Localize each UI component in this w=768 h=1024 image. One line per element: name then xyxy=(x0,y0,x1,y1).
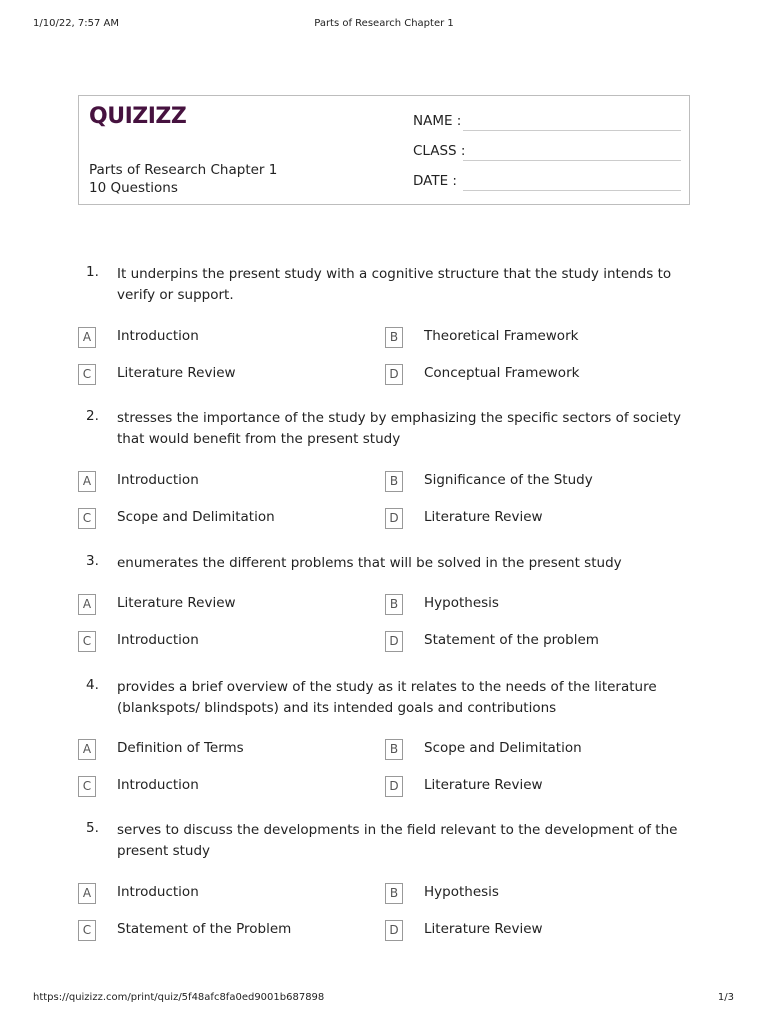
option-letter-box: C xyxy=(78,508,96,529)
option-letter-box: A xyxy=(78,594,96,615)
question-number: 1. xyxy=(86,264,99,280)
date-label: DATE : xyxy=(413,173,457,189)
name-label: NAME : xyxy=(413,113,462,129)
class-line xyxy=(463,160,681,161)
option-text: Statement of the problem xyxy=(424,632,599,648)
option-letter-box: B xyxy=(385,594,403,615)
option-letter-box: A xyxy=(78,883,96,904)
print-datetime: 1/10/22, 7:57 AM xyxy=(33,18,120,29)
option-letter-box: B xyxy=(385,739,403,760)
option-letter-box: A xyxy=(78,471,96,492)
option-text: Literature Review xyxy=(424,777,543,793)
option-letter-box: A xyxy=(78,327,96,348)
option-text: Literature Review xyxy=(424,509,543,525)
option-text: Hypothesis xyxy=(424,595,499,611)
option-letter-box: B xyxy=(385,471,403,492)
option-text: Theoretical Framework xyxy=(424,328,579,344)
option-text: Introduction xyxy=(117,884,199,900)
option-letter-box: D xyxy=(385,364,403,385)
option-letter-box: B xyxy=(385,883,403,904)
option-text: Introduction xyxy=(117,328,199,344)
print-title: Parts of Research Chapter 1 xyxy=(314,18,454,29)
print-url: https://quizizz.com/print/quiz/5f48afc8fa0ed9001b687898 xyxy=(33,992,325,1003)
option-letter-box: C xyxy=(78,631,96,652)
question-number: 2. xyxy=(86,408,99,424)
question-number: 3. xyxy=(86,553,99,569)
page-number: 1/3 xyxy=(717,992,734,1003)
quiz-header-box xyxy=(78,95,690,205)
option-letter-box: C xyxy=(78,920,96,941)
option-letter-box: D xyxy=(385,776,403,797)
option-text: Conceptual Framework xyxy=(424,365,580,381)
option-text: Literature Review xyxy=(424,921,543,937)
option-letter-box: D xyxy=(385,631,403,652)
option-text: Introduction xyxy=(117,777,199,793)
option-letter-box: C xyxy=(78,776,96,797)
option-text: Scope and Delimitation xyxy=(424,740,582,756)
question-text: provides a brief overview of the study as it relates to the needs of the literature (blankspots/ blindspots) and its intended goals and contributions xyxy=(117,679,657,716)
option-letter-box: A xyxy=(78,739,96,760)
option-text: Literature Review xyxy=(117,365,236,381)
option-letter-box: D xyxy=(385,920,403,941)
question-text: enumerates the different problems that will be solved in the present study xyxy=(117,555,622,571)
quiz-title: Parts of Research Chapter 1 xyxy=(89,162,278,178)
option-text: Introduction xyxy=(117,632,199,648)
option-text: Scope and Delimitation xyxy=(117,509,275,525)
option-text: Statement of the Problem xyxy=(117,921,292,937)
question-count: 10 Questions xyxy=(89,180,178,196)
quizizz-logo: QUIZIZZ xyxy=(89,104,187,129)
option-text: Literature Review xyxy=(117,595,236,611)
option-text: Significance of the Study xyxy=(424,472,593,488)
option-text: Definition of Terms xyxy=(117,740,244,756)
name-line xyxy=(463,130,681,131)
option-letter-box: C xyxy=(78,364,96,385)
question-text: It underpins the present study with a cognitive structure that the study intends to verify or support. xyxy=(117,266,672,303)
question-text: serves to discuss the developments in the field relevant to the development of the present study xyxy=(117,822,678,859)
date-line xyxy=(463,190,681,191)
question-number: 4. xyxy=(86,677,99,693)
class-label: CLASS : xyxy=(413,143,466,159)
question-text: stresses the importance of the study by emphasizing the specific sectors of society that would benefit from the present study xyxy=(117,410,681,447)
option-letter-box: B xyxy=(385,327,403,348)
question-number: 5. xyxy=(86,820,99,836)
option-letter-box: D xyxy=(385,508,403,529)
option-text: Hypothesis xyxy=(424,884,499,900)
option-text: Introduction xyxy=(117,472,199,488)
